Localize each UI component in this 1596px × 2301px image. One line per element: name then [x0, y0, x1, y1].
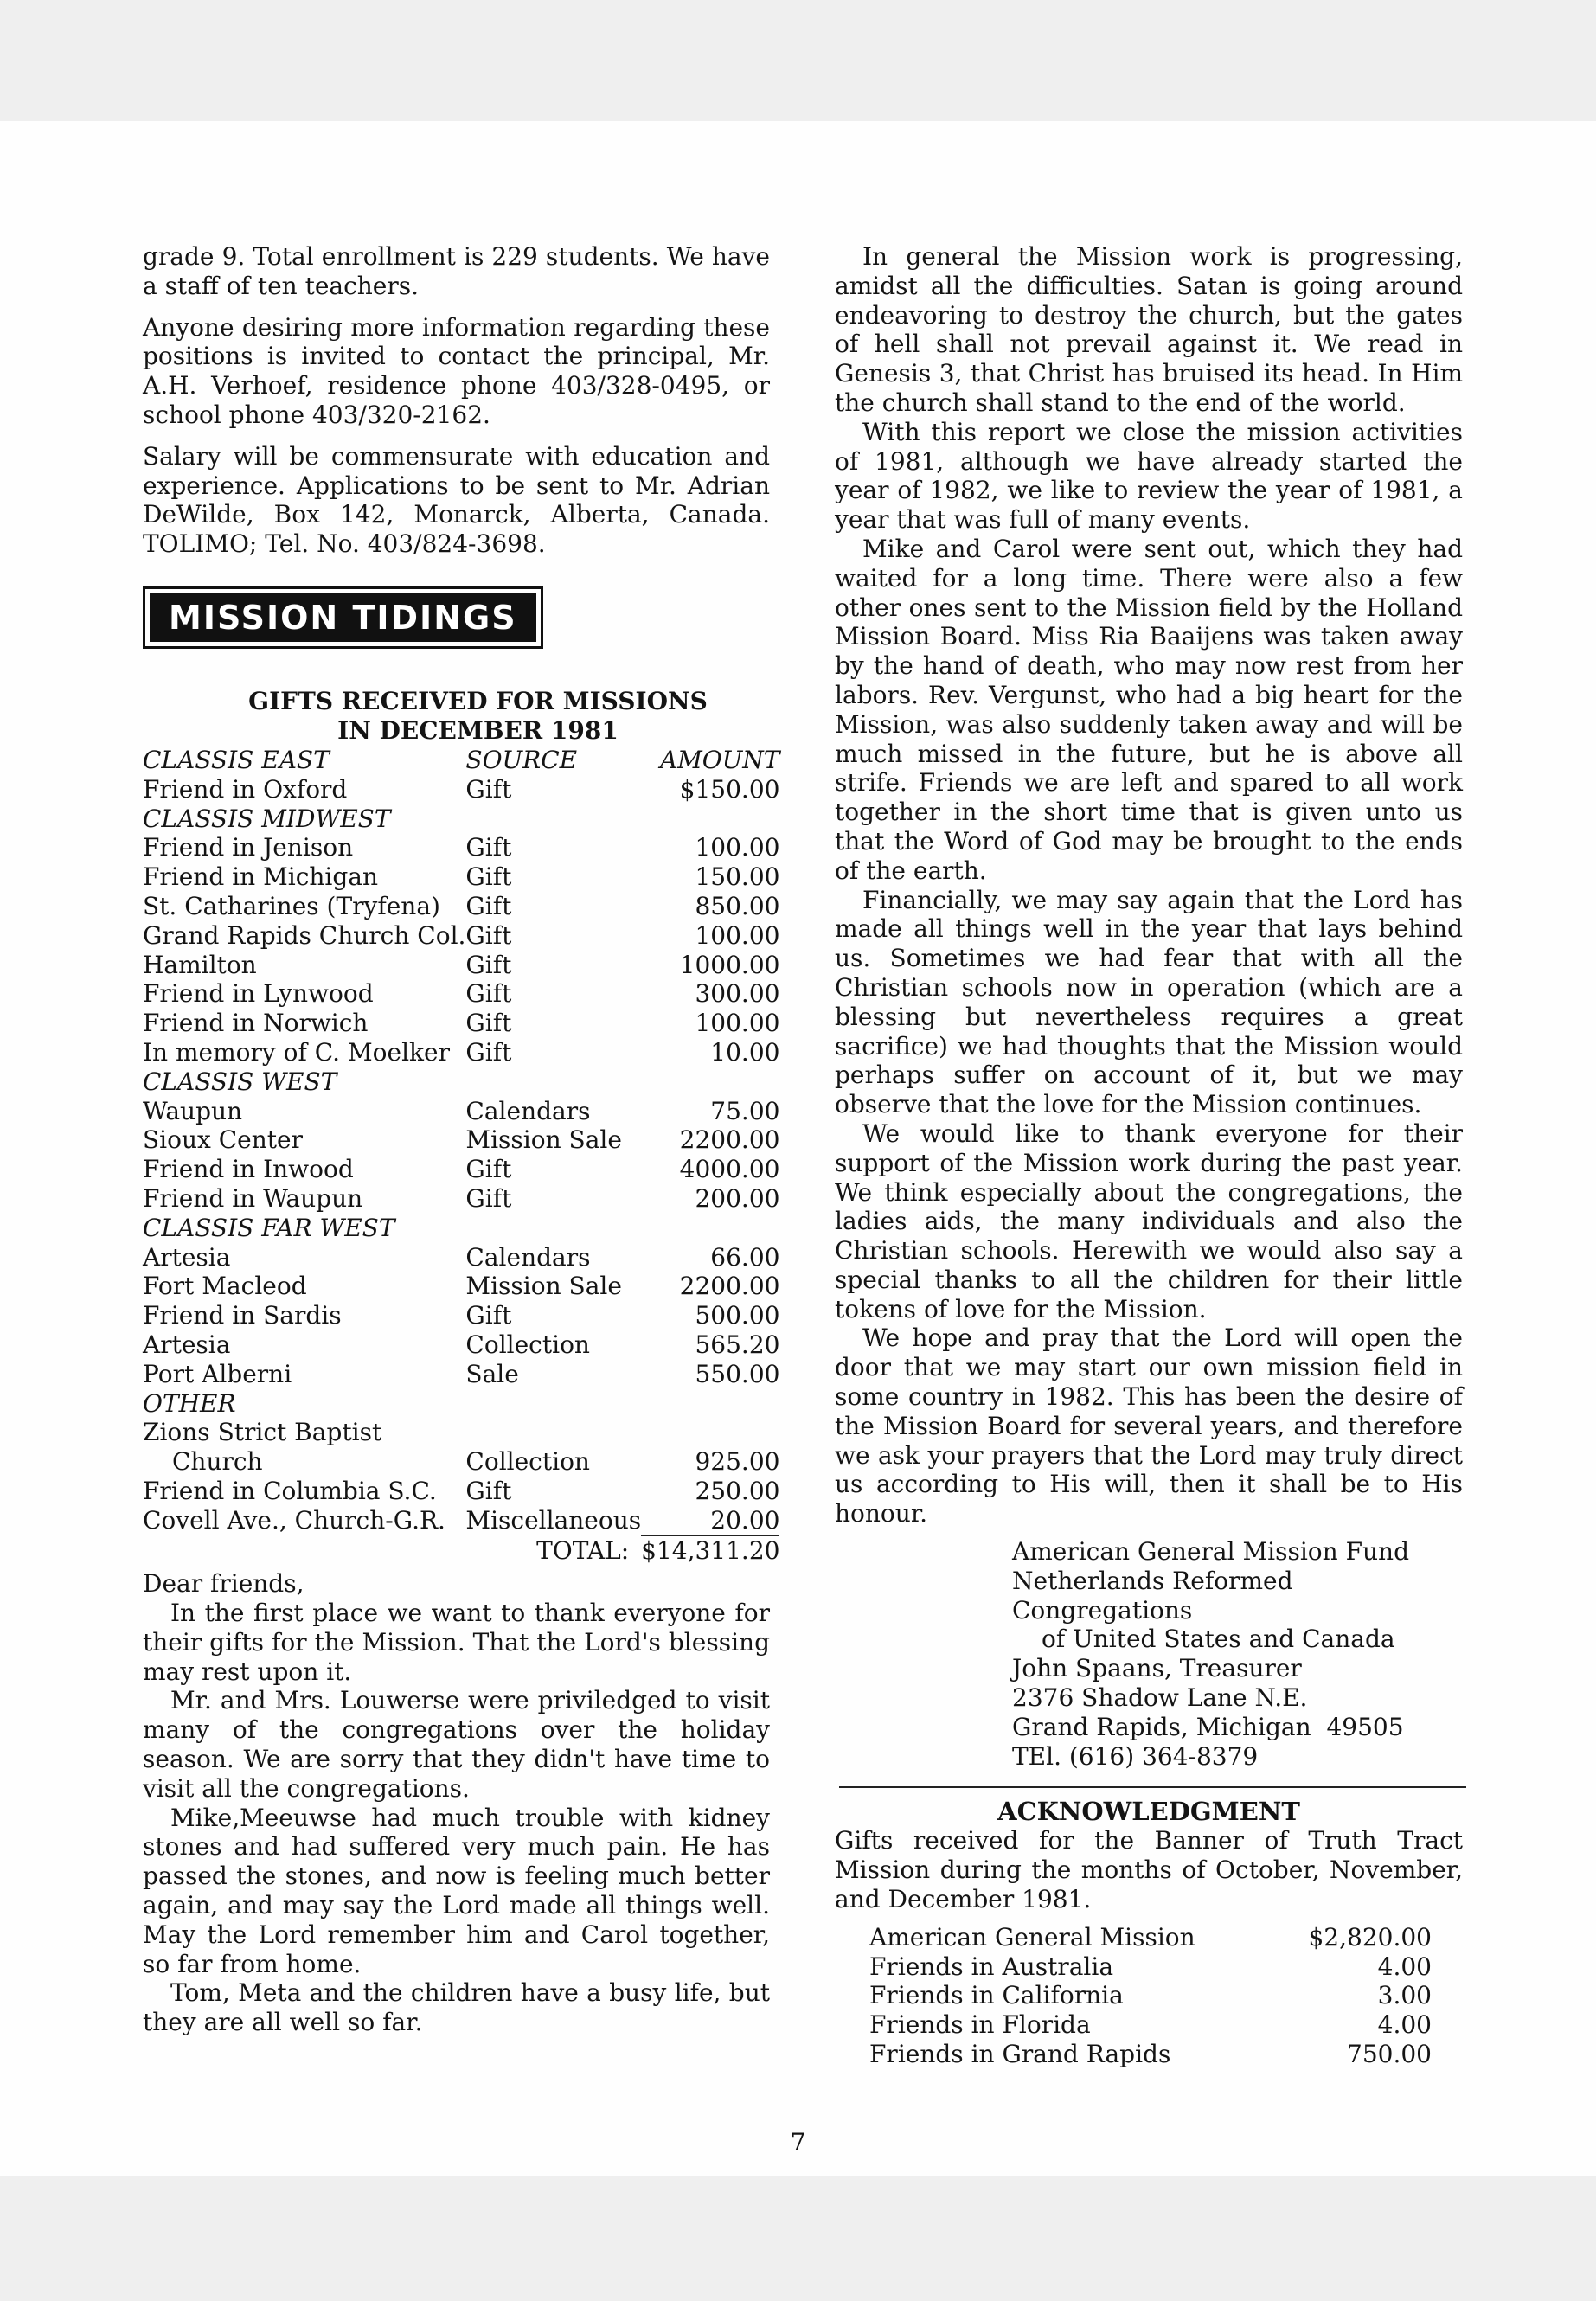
table-row	[869, 1981, 1432, 2010]
table-row	[869, 1952, 1432, 1982]
ack-donor: Friends in California	[869, 1981, 1124, 2010]
donor-name: Friend in Inwood	[143, 1155, 354, 1184]
gift-amount: $150.00	[679, 774, 780, 804]
gift-source: Gift	[465, 1037, 512, 1067]
table-row	[143, 1477, 779, 1506]
gift-amount: 550.00	[695, 1359, 780, 1388]
signature-block	[1012, 1537, 1463, 1771]
donor-name: Fort Macleod	[143, 1272, 307, 1301]
signature-line: Netherlands Reformed Congregations	[1012, 1566, 1293, 1625]
intro-paragraph-3: Salary will be commensurate with education and experience. Applications to be sent to Mr. Adrian DeWilde, Box 142, Monarck, Alberta, Canada. TOLIMO; Tel. No. 403/824-3698.	[143, 441, 770, 559]
gift-source: Gift	[465, 891, 512, 920]
gift-amount: 100.00	[695, 1009, 780, 1038]
gifts-title	[143, 687, 770, 746]
gift-amount: 100.00	[695, 920, 780, 950]
gift-source: Gift	[465, 1155, 512, 1184]
donor-name: Waupun	[143, 1096, 243, 1125]
total-spacer	[143, 1535, 465, 1566]
gift-source: Mission Sale	[465, 1125, 622, 1155]
gift-source: Gift	[465, 1476, 512, 1505]
acknowledgment-table	[869, 1923, 1432, 2069]
donor-name: Zions Strict Baptist	[143, 1418, 382, 1447]
donor-name: Sioux Center	[143, 1125, 303, 1155]
table-row	[143, 1272, 779, 1301]
table-row	[143, 1097, 779, 1126]
ack-amount: 4.00	[1377, 1952, 1432, 1981]
signature-line: of United States and Canada	[1042, 1625, 1395, 1654]
donor-name: Friend in Sardis	[143, 1301, 342, 1330]
right-paragraph-5: We would like to thank everyone for their support of the Mission work during the past year. We think especially about the congregations, the ladies aids, the many individuals and also the Christian schools. Herewith we would also say a special thanks to all the children for their little tokens of love for the Mission.	[835, 1118, 1463, 1324]
gift-amount: 20.00	[641, 1506, 779, 1536]
gift-amount: 250.00	[695, 1476, 780, 1505]
gift-amount: 150.00	[695, 862, 780, 892]
section-row	[143, 1067, 779, 1097]
acknowledgment-title: ACKNOWLEDGMENT	[997, 1797, 1300, 1827]
table-row	[143, 1125, 779, 1155]
table-row	[869, 1923, 1432, 1952]
gift-source: Collection	[465, 1447, 590, 1477]
gift-amount: 565.20	[695, 1330, 780, 1359]
gift-source: Miscellaneous	[465, 1506, 642, 1535]
donor-name: Friend in Jenison	[143, 833, 354, 862]
intro-paragraph-2: Anyone desiring more information regarding these positions is invited to contact the principal, Mr. A.H. Verhoef, residence phone 403/328-0495, or school phone 403/320-2162.	[143, 312, 770, 429]
gift-source: Gift	[465, 1183, 512, 1213]
section-heading: CLASSIS MIDWEST	[143, 804, 391, 833]
section-heading: OTHER	[143, 1388, 236, 1418]
gift-source: Gift	[465, 862, 512, 892]
gifts-title-line-1: GIFTS RECEIVED FOR MISSIONS	[248, 686, 708, 715]
right-paragraph-2: With this report we close the mission activities of 1981, although we have already started the year of 1982, we like to review the year of 1981, a year that was full of many events.	[835, 417, 1463, 535]
ack-donor: American General Mission	[869, 1922, 1195, 1952]
table-header-row	[143, 746, 779, 775]
gifts-title-line-2: IN DECEMBER 1981	[337, 715, 619, 745]
table-row	[143, 1418, 779, 1447]
gift-amount: 10.00	[710, 1037, 780, 1067]
table-row	[869, 2010, 1432, 2040]
gift-amount: 2200.00	[679, 1272, 780, 1301]
right-column	[835, 242, 1463, 2069]
donor-name: Friend in Lynwood	[143, 979, 374, 1009]
table-row	[143, 921, 779, 951]
table-row	[869, 2040, 1432, 2069]
amount-column-header: AMOUNT	[659, 745, 780, 774]
table-row	[143, 892, 779, 921]
mission-tidings-banner	[143, 586, 543, 649]
left-column	[143, 242, 780, 2037]
table-row	[143, 1009, 779, 1038]
table-row	[143, 1038, 779, 1067]
gift-amount: 200.00	[695, 1183, 780, 1213]
gift-amount: 850.00	[695, 891, 780, 920]
table-row	[143, 1301, 779, 1330]
donor-name: Hamilton	[143, 950, 257, 979]
donor-name: Friend in Norwich	[143, 1009, 369, 1038]
right-paragraph-4: Financially, we may say again that the Lord has made all things well in the year that lays behind us. Sometimes we had fear that with all the Christian schools now in operation (which are a blessing but nevertheless requires a great sacrifice) we had thoughts that the Mission would perhaps suffer on account of it, but we may observe that the love for the Mission continues.	[835, 885, 1463, 1119]
letter-paragraph-4: Tom, Meta and the children have a busy life, but they are all well so far.	[143, 1978, 770, 2037]
right-paragraph-1: In general the Mission work is progressing, amidst all the difficulties. Satan is going around endeavoring to destroy the church, but the gates of hell shall not prevail against it. We read in Genesis 3, that Christ has bruised its head. In Him the church shall stand to the end of the world.	[835, 242, 1463, 417]
table-row	[143, 1506, 779, 1536]
table-row	[143, 775, 779, 804]
gift-amount: 925.00	[695, 1447, 780, 1477]
gift-amount: 1000.00	[679, 950, 780, 979]
table-row	[143, 833, 779, 862]
total-row	[143, 1535, 779, 1566]
donor-name: Grand Rapids Church Col.	[143, 920, 466, 950]
gift-source: Collection	[465, 1330, 590, 1359]
signature-line: American General Mission Fund	[1012, 1537, 1409, 1567]
ack-donor: Friends in Grand Rapids	[869, 2040, 1171, 2069]
section-row	[143, 1214, 779, 1243]
gifts-table	[143, 746, 779, 1566]
gift-source: Sale	[465, 1359, 519, 1388]
donor-name: Friend in Waupun	[143, 1183, 363, 1213]
gift-source: Gift	[465, 979, 512, 1009]
gift-source: Mission Sale	[465, 1272, 622, 1301]
table-row	[143, 1243, 779, 1272]
ack-donor: Friends in Australia	[869, 1952, 1114, 1981]
table-row	[143, 979, 779, 1009]
section-heading: CLASSIS WEST	[143, 1067, 337, 1096]
gift-source: Gift	[465, 1009, 512, 1038]
page-number: 7	[790, 2128, 806, 2157]
donor-name: Artesia	[143, 1330, 231, 1359]
signature-line: Grand Rapids, Michigan 49505	[1012, 1712, 1404, 1741]
signature-line: TEl. (616) 364-8379	[1012, 1741, 1259, 1771]
gift-amount: 2200.00	[679, 1125, 780, 1155]
divider	[839, 1786, 1466, 1788]
gift-amount: 100.00	[695, 833, 780, 862]
acknowledgment-text: Gifts received for the Banner of Truth Tract Mission during the months of October, November, and December 1981.	[835, 1826, 1463, 1914]
letter-paragraph-1: In the first place we want to thank everyone for their gifts for the Mission. That the Lord's blessing may rest upon it.	[143, 1599, 770, 1686]
section-heading: CLASSIS EAST	[143, 745, 330, 774]
gift-source: Calendars	[465, 1242, 591, 1272]
gift-amount: 4000.00	[679, 1155, 780, 1184]
table-row	[143, 1330, 779, 1360]
ack-amount: 4.00	[1377, 2010, 1432, 2040]
gift-source: Gift	[465, 950, 512, 979]
table-row	[143, 1447, 779, 1477]
gift-amount: 66.00	[710, 1242, 780, 1272]
donor-name: In memory of C. Moelker	[143, 1037, 450, 1067]
letter-paragraph-2: Mr. and Mrs. Louwerse were priviledged to visit many of the congregations over the holiday season. We are sorry that they didn't have time to visit all the congregations.	[143, 1686, 770, 1803]
donor-name: Port Alberni	[143, 1359, 292, 1388]
gift-source: Calendars	[465, 1096, 591, 1125]
section-row	[143, 1389, 779, 1419]
ack-amount: 750.00	[1347, 2040, 1432, 2069]
table-row	[143, 862, 779, 892]
gift-amount: 300.00	[695, 979, 780, 1009]
intro-paragraph-1: grade 9. Total enrollment is 229 students. We have a staff of ten teachers.	[143, 242, 770, 300]
table-row	[143, 951, 779, 980]
table-row	[143, 1184, 779, 1214]
ack-amount: 3.00	[1377, 1981, 1432, 2010]
letter-greeting: Dear friends,	[143, 1569, 304, 1599]
donor-name: Covell Ave., Church-G.R.	[143, 1506, 445, 1535]
signature-line: John Spaans, Treasurer	[1012, 1654, 1302, 1683]
gift-amount: 500.00	[695, 1301, 780, 1330]
donor-name: Friend in Columbia S.C.	[143, 1476, 437, 1505]
total-label: TOTAL:	[536, 1535, 630, 1565]
table-row	[143, 1360, 779, 1389]
total-value: $14,311.20	[641, 1536, 780, 1566]
signature-line: 2376 Shadow Lane N.E.	[1012, 1683, 1308, 1713]
donor-name: St. Catharines (Tryfena)	[143, 891, 440, 920]
donor-name: Artesia	[143, 1242, 231, 1272]
gift-source: Gift	[465, 920, 512, 950]
right-paragraph-6: We hope and pray that the Lord will open the door that we may start our own mission field in some country in 1982. This has been the desire of the Mission Board for several years, and therefore we ask your prayers that the Lord may truly direct us according to His will, then it shall be to His honour.	[835, 1324, 1463, 1529]
donor-name: Friend in Oxford	[143, 774, 348, 804]
gift-amount: 75.00	[710, 1096, 780, 1125]
gift-source: Gift	[465, 833, 512, 862]
gift-source: Gift	[465, 1301, 512, 1330]
ack-amount: $2,820.00	[1308, 1922, 1432, 1952]
donor-name-continued: Church	[172, 1447, 263, 1477]
table-row	[143, 1155, 779, 1184]
source-column-header: SOURCE	[465, 745, 578, 774]
banner-title: MISSION TIDINGS	[150, 593, 536, 642]
ack-donor: Friends in Florida	[869, 2010, 1091, 2040]
gift-source: Gift	[465, 774, 512, 804]
donor-name: Friend in Michigan	[143, 862, 379, 892]
section-heading: CLASSIS FAR WEST	[143, 1213, 395, 1242]
right-paragraph-3: Mike and Carol were sent out, which they had waited for a long time. There were also a few other ones sent to the Mission field by the Holland Mission Board. Miss Ria Baaijens was taken away by the hand of death, who may now rest from her labors. Rev. Vergunst, who had a big heart for the Mission, was also suddenly taken away and will be much missed in the future, but he is above all strife. Friends we are left and spared to all work together in the short time that is given unto us that the Word of God may be brought to the ends of the earth.	[835, 534, 1463, 885]
section-row	[143, 804, 779, 834]
letter-paragraph-3: Mike‚Meeuwse had much trouble with kidney stones and had suffered very much pain. He has passed the stones, and now is feeling much better again, and may say the Lord made all things well. May the Lord remember him and Carol together, so far from home.	[143, 1803, 770, 1978]
